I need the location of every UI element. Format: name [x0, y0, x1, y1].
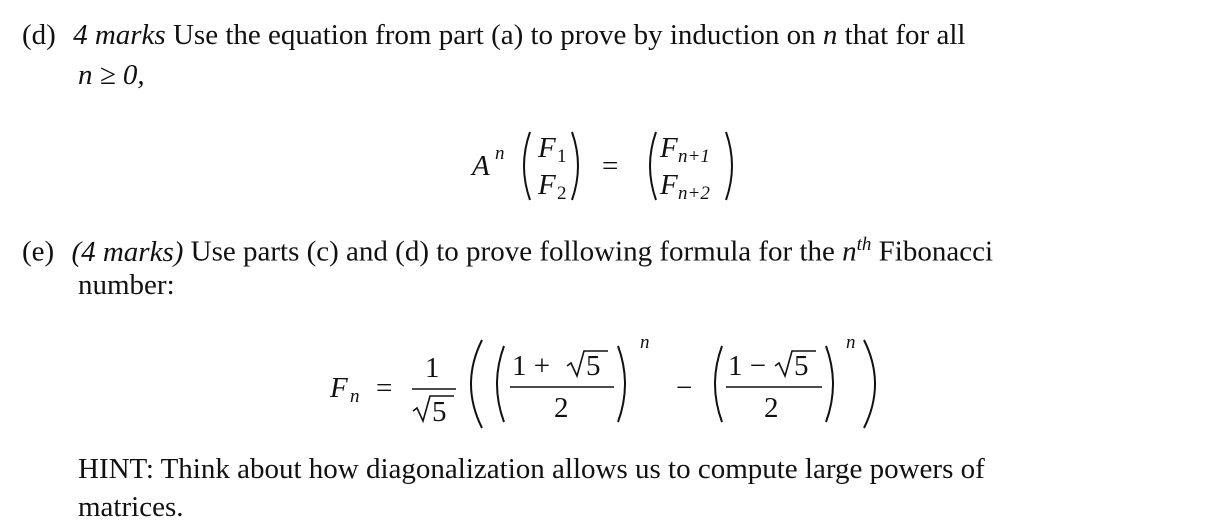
F1: F [538, 132, 556, 164]
part-d-condition: n ≥ 0, [78, 59, 145, 91]
frac-one: 1 [425, 352, 440, 384]
Fn2: F [660, 169, 678, 201]
num2-root: 5 [794, 350, 809, 382]
exponent-n: n [495, 143, 505, 164]
Fn1-sub: n+1 [678, 146, 710, 167]
part-e-line1 [22, 228, 993, 269]
Fn2-sub: n+2 [678, 183, 710, 204]
matrix-A: A [472, 150, 490, 182]
inner-right-paren-2 [824, 344, 840, 424]
right-paren-vector1 [570, 130, 584, 202]
F2-sub: 2 [557, 183, 567, 204]
den2: 2 [764, 392, 779, 424]
left-paren-vector1 [518, 130, 532, 202]
outer-left-paren [462, 338, 484, 430]
equals-e: = [376, 372, 393, 404]
part-d-var-n: n [822, 19, 838, 51]
minus-e: − [676, 372, 693, 404]
inner-left-paren-2 [708, 344, 724, 424]
part-e-label: (e) [22, 235, 55, 268]
frac-bar-3 [726, 386, 822, 389]
part-e-nth-sup: th [856, 234, 872, 255]
Fn-lhs: F [330, 372, 348, 404]
exp2: n [846, 332, 856, 353]
den1: 2 [554, 392, 569, 424]
inner-left-paren-1 [490, 344, 506, 424]
num2-text: 1 − [728, 350, 767, 382]
exp1: n [640, 332, 650, 353]
num1-root: 5 [586, 350, 601, 382]
outer-right-paren [862, 338, 884, 430]
hint-line1: HINT: Think about how diagonalization allows us to compute large powers of [78, 453, 985, 485]
right-paren-vector2 [724, 130, 738, 202]
Fn1: F [660, 132, 678, 164]
hint-line2: matrices. [78, 491, 184, 523]
part-e-marks: (4 marks) [71, 235, 184, 268]
part-d-text: Use the equation from part (a) to prove by induction on [172, 19, 816, 51]
sqrt5-denominator: 5 [432, 396, 447, 428]
part-d-label: (d) [22, 19, 56, 51]
part-d-line1 [22, 18, 965, 52]
part-d-marks: 4 marks [73, 19, 166, 51]
frac-bar-2 [510, 386, 614, 389]
num1-text: 1 + [512, 350, 551, 382]
left-paren-vector2 [644, 130, 658, 202]
F2: F [538, 169, 556, 201]
F1-sub: 1 [557, 146, 567, 167]
part-e-text: Use parts (c) and (d) to prove following formula for the [190, 235, 835, 268]
part-e-nth-n: n [842, 235, 857, 268]
Fn-lhs-sub: n [350, 386, 360, 407]
part-e-line2: number: [78, 269, 175, 301]
inner-right-paren-1 [616, 344, 632, 424]
part-d-text-after: that for all [844, 19, 966, 51]
part-e-text-after: Fibonacci [878, 235, 994, 268]
frac-bar-1 [412, 388, 456, 391]
equals-d: = [602, 150, 619, 182]
